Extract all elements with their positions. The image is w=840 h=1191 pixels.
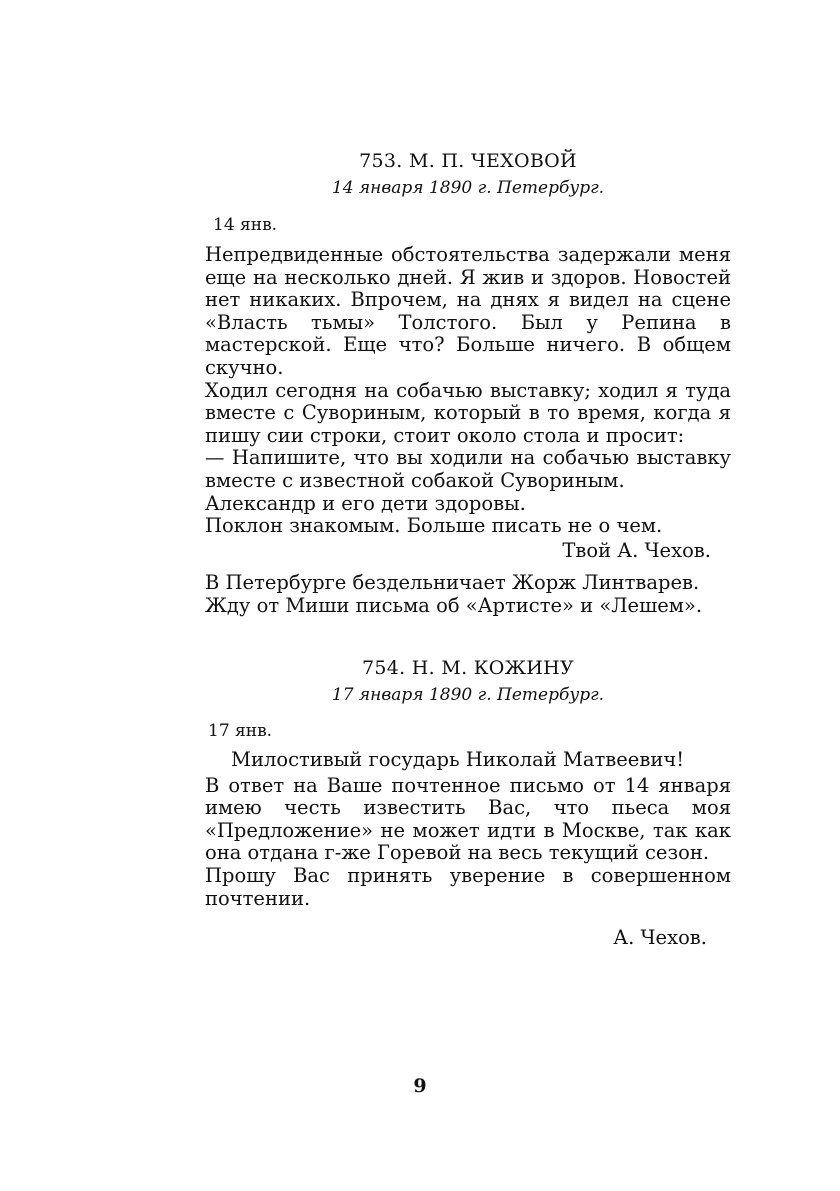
letter-754-body bbox=[205, 749, 731, 950]
letter-753-date-short: 14 янв. bbox=[213, 215, 278, 235]
letter-753-paragraph-1: Непредвиденные обстоятельства задержали меня еще на несколько дней. Я жив и здоров. Новостей нет никаких. Впрочем, на днях я видел на сцене «Власть тьмы» Толстого. Был у Репина в мастерской. Еще что? Больше ничего. В общем скучно. bbox=[205, 243, 731, 379]
letter-753-paragraph-2: Ходил сегодня на собачью выставку; ходил я туда вместе с Сувориным, который в то время, когда я пишу сии строки, стоит около стола и просит: bbox=[205, 378, 731, 447]
letter-753-line-4: Александр и его дети здоровы. bbox=[205, 491, 526, 515]
letter-753-signature: Твой А. Чехов. bbox=[562, 538, 711, 562]
letter-753-postscript-2: Жду от Миши письма об «Артисте» и «Лешем». bbox=[205, 593, 703, 617]
letter-754-signature: А. Чехов. bbox=[613, 926, 707, 950]
letter-754-paragraph-2: Прошу Вас принять уверение в совершенном почтении. bbox=[205, 863, 731, 910]
letter-753-paragraph-3: — Напишите, что вы ходили на собачью выставку вместе с известной собакой Сувориным. bbox=[205, 446, 731, 492]
letter-754-dateline: 17 января 1890 г. Петербург. bbox=[331, 685, 605, 705]
letter-754-salutation: Милостивый государь Николай Матвеевич! bbox=[231, 748, 685, 771]
letter-753-dateline: 14 января 1890 г. Петербург. bbox=[331, 178, 605, 198]
letter-753-postscript-1: В Петербурге бездельничает Жорж Линтварев. bbox=[205, 571, 700, 595]
letter-753-line-5: Поклон знакомым. Больше писать не о чем. bbox=[205, 514, 663, 538]
letter-753-heading: 753. М. П. ЧЕХОВОЙ bbox=[359, 150, 577, 172]
page-number: 9 bbox=[413, 1075, 427, 1097]
letter-754-date-short: 17 янв. bbox=[208, 721, 273, 741]
letter-754-paragraph-1: В ответ на Ваше почтенное письмо от 14 января имею честь известить Вас, что пьеса моя «Предложение» не может идти в Москве, так как она отдана г-же Горевой на весь текущий сезон. bbox=[205, 773, 731, 865]
letter-753-body bbox=[205, 244, 731, 618]
letter-754-heading: 754. Н. М. КОЖИНУ bbox=[361, 657, 575, 679]
